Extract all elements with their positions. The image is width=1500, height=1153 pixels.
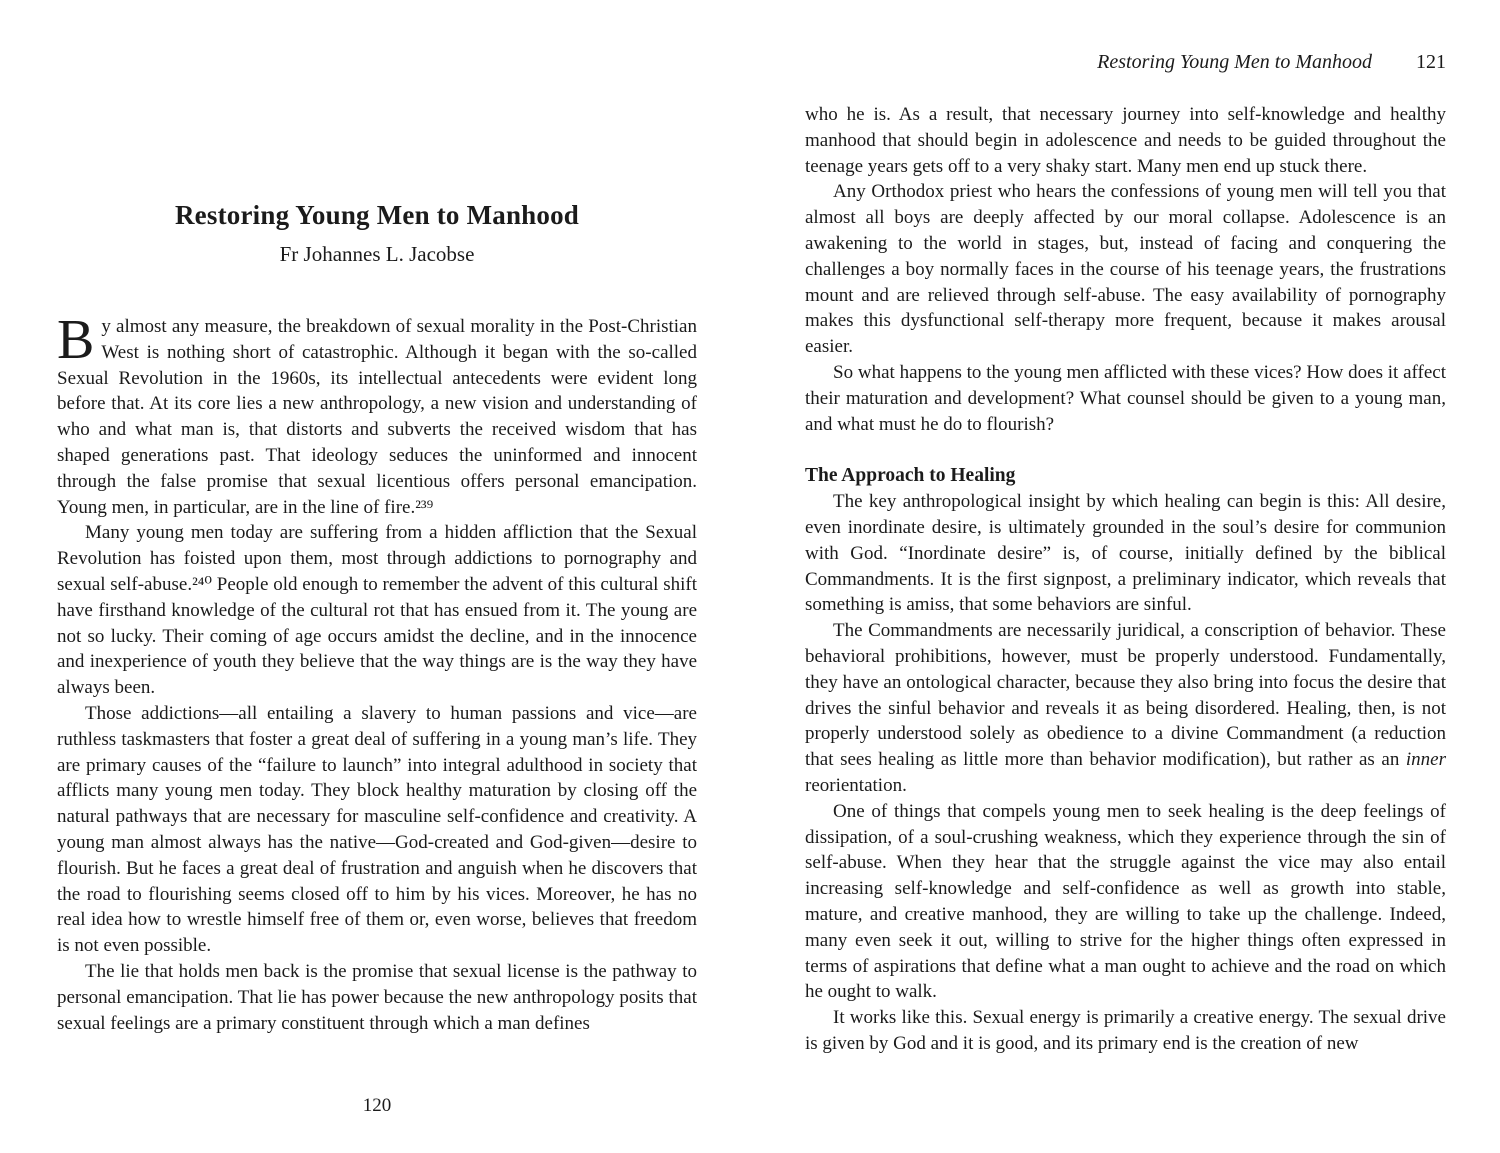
chapter-author: Fr Johannes L. Jacobse	[279, 242, 475, 266]
page-right	[805, 0, 1446, 1153]
running-title: Restoring Young Men to Manhood	[1097, 51, 1372, 73]
section-heading-approach-to-healing: The Approach to Healing	[805, 465, 1016, 487]
paragraph-one-of-things: One of things that compels young men to seek healing is the deep feelings of dissipation, of a soul-crushing weakness, which they experience through the sin of self-abuse. When they hear that the struggle against the vice may also entail increasing self-knowledge and self-confidence as well as growth into stable, mature, and creative manhood, they are willing to take up the challenge. Indeed, many even seek it out, willing to strive for the higher things often expressed in terms of aspirations that define what a man ought to achieve and the road on which he ought to walk.	[805, 800, 1446, 1003]
left-body-text	[57, 309, 697, 1036]
page-left	[57, 0, 697, 1153]
italic-word-inner: inner	[1405, 749, 1446, 771]
right-body-text	[805, 102, 1446, 1057]
running-header	[805, 50, 1446, 74]
paragraph-opening-text: y almost any measure, the breakdown of sexual morality in the Post-Christian West is nothing short of catastrophic. Although it began with the so-called Sexual Revolution in the 1960s, its intellectual antecedents were evident long before that. At its core lies a new anthropology, a new vision and understanding of who and what man is, that distorts and subverts the received wisdom that has shaped generations past. That ideology seduces the uninformed and innocent through the false promise that sexual licentious offers personal emancipation. Young men, in particular, are in the line of fire.²³⁹	[57, 316, 697, 518]
paragraph-continuation: who he is. As a result, that necessary journey into self-knowledge and healthy manhood that should begin in adolescence and needs to be guided throughout the teenage years gets off to a very shaky start. Many men end up stuck there.	[805, 104, 1446, 177]
page-number-right: 121	[1416, 51, 1446, 73]
paragraph-commandments	[805, 618, 1446, 799]
paragraph-commandments-text-1: The Commandments are necessarily juridical, a conscription of behavior. These behavioral prohibitions, however, must be properly understood. Fundamentally, they have an ontological character, because they also bring into focus the desire that drives the sinful behavior and reveals it as being disordered. Healing, then, is not properly understood solely as obedience to a divine Commandment (a reduction that sees healing as little more than behavior modification), but rather as an	[805, 620, 1446, 771]
paragraph-those-addictions: Those addictions—all entailing a slavery to human passions and vice—are ruthless taskmasters that foster a great deal of suffering in a young man’s life. They are primary causes of the “failure to launch” into integral adulthood in society that afflicts many young men today. They block healthy maturation by closing off the natural pathways that are necessary for masculine self-confidence and creativity. A young man almost always has the native—God-created and God-given—desire to flourish. But he faces a great deal of frustration and anguish when he discovers that the road to flourishing seems closed off to him by his vices. Moreover, he has no real idea how to wrestle himself free of them or, even worse, believes that freedom is not even possible.	[57, 702, 697, 957]
paragraph-so-what-happens: So what happens to the young men afflicted with these vices? How does it affect their maturation and development? What counsel should be given to a young man, and what must he do to flourish?	[805, 361, 1446, 435]
page-number-left: 120	[362, 1095, 392, 1116]
paragraph-it-works: It works like this. Sexual energy is primarily a creative energy. The sexual drive is given by God and it is good, and its primary end is the creation of new	[805, 1007, 1446, 1054]
paragraph-commandments-text-2: reorientation.	[805, 774, 907, 796]
paragraph-many-young-men: Many young men today are suffering from a hidden affliction that the Sexual Revolution has foisted upon them, most through addictions to pornography and sexual self-abuse.²⁴⁰ People old enough to remember the advent of this cultural shift have firsthand knowledge of the cultural rot that has ensued from it. The young are not so lucky. Their coming of age occurs amidst the decline, and in the innocence and inexperience of youth they believe that the way things are is the way they have always been.	[57, 522, 697, 699]
paragraph-key-insight: The key anthropological insight by which healing can begin is this: All desire, even inordinate desire, is ultimately grounded in the soul’s desire for communion with God. “Inordinate desire” is, of course, initially defined by the biblical Commandments. It is the first signpost, a preliminary indicator, which reveals that something is amiss, that some behaviors are sinful.	[805, 491, 1446, 616]
paragraph-any-orthodox-priest: Any Orthodox priest who hears the confessions of young men will tell you that almost all boys are deeply affected by our moral collapse. Adolescence is an awakening to the world in stages, but, instead of facing and conquering the challenges a boy normally faces in the course of his teenage years, the frustrations mount and are relieved through self-abuse. The easy availability of pornography makes this dysfunctional self-therapy more frequent, because it makes arousal easier.	[805, 181, 1446, 358]
chapter-title: Restoring Young Men to Manhood	[174, 200, 580, 230]
drop-cap: B	[57, 309, 95, 371]
paragraph-opening	[57, 309, 697, 520]
paragraph-the-lie: The lie that holds men back is the promise that sexual license is the pathway to personal emancipation. That lie has power because the new anthropology posits that sexual feelings are a primary constituent through which a man defines	[57, 960, 697, 1034]
